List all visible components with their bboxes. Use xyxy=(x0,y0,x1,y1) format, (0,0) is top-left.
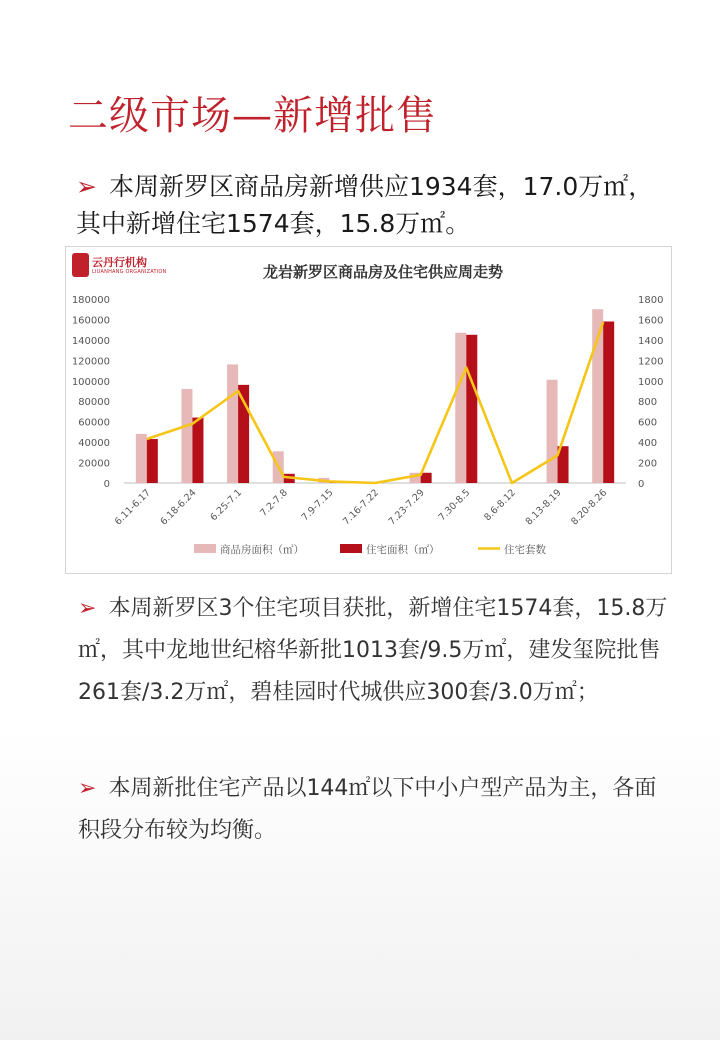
y-right-tick-label: 800 xyxy=(638,397,658,409)
x-tick-label: 7.16-7.22 xyxy=(341,487,382,528)
y-left-tick-label: 120000 xyxy=(71,356,110,368)
x-tick-label: 8.13-8.19 xyxy=(523,487,564,528)
legend-residential-units-label: 住宅套数 xyxy=(504,544,546,556)
paragraph-projects xyxy=(78,588,678,714)
y-right-tick-label: 0 xyxy=(638,479,645,490)
bar-residential-area xyxy=(466,335,477,483)
legend-commercial-area-swatch xyxy=(194,544,216,553)
y-left-tick-label: 20000 xyxy=(78,458,110,470)
y-left-tick-label: 180000 xyxy=(71,295,110,306)
y-right-tick-label: 400 xyxy=(638,438,658,450)
x-tick-label: 6.25-7.1 xyxy=(208,487,245,524)
y-right-tick-label: 1200 xyxy=(638,356,664,368)
line-residential-units xyxy=(147,322,603,483)
x-tick-label: 6.11-6.17 xyxy=(112,487,153,528)
logo-name: 云丹行机构 xyxy=(92,256,147,269)
paragraph-product-mix xyxy=(78,768,678,852)
x-tick-label: 6.18-6.24 xyxy=(158,487,199,528)
chart-container xyxy=(65,246,672,574)
y-left-tick-label: 60000 xyxy=(78,417,110,429)
bar-residential-area xyxy=(603,321,614,483)
summary-bullet xyxy=(76,168,676,242)
paragraph-product-mix-text: 本周新批住宅产品以144㎡以下中小户型产品为主，各面积段分布较为均衡。 xyxy=(78,776,657,843)
x-tick-label: 7.9-7.15 xyxy=(299,487,336,524)
x-tick-label: 8.6-8.12 xyxy=(482,487,519,524)
bar-residential-area xyxy=(192,418,203,483)
bar-residential-area xyxy=(421,473,432,483)
bullet-arrow-icon: ➢ xyxy=(78,596,97,621)
bullet-arrow-icon: ➢ xyxy=(76,172,97,201)
paragraph-projects-text: 本周新罗区3个住宅项目获批，新增住宅1574套，15.8万㎡，其中龙地世纪榕华新批1013套/9.5万㎡，建发玺院批售261套/3.2万㎡，碧桂园时代城供应300套/3.0万㎡； xyxy=(78,596,668,705)
y-right-tick-label: 1600 xyxy=(638,315,664,327)
x-tick-label: 7.30-8.5 xyxy=(436,487,473,524)
bar-residential-area xyxy=(147,439,158,483)
bullet-arrow-icon: ➢ xyxy=(78,776,97,801)
legend-residential-area-label: 住宅面积（㎡） xyxy=(366,544,440,556)
chart-title: 龙岩新罗区商品房及住宅供应周走势 xyxy=(262,263,504,281)
x-tick-label: 8.20-8.26 xyxy=(569,487,610,528)
y-left-tick-label: 0 xyxy=(103,479,110,490)
bar-commercial-area xyxy=(547,380,558,483)
y-left-tick-label: 100000 xyxy=(71,376,110,388)
y-right-tick-label: 200 xyxy=(638,458,658,470)
bar-commercial-area xyxy=(181,389,192,483)
y-right-tick-label: 1800 xyxy=(638,295,664,306)
x-tick-label: 7.23-7.29 xyxy=(386,487,427,528)
logo-subtitle: LIUANHANG ORGANIZATION xyxy=(92,269,167,275)
supply-chart xyxy=(66,247,671,573)
legend-commercial-area-label: 商品房面积（㎡） xyxy=(220,544,304,556)
bar-commercial-area xyxy=(136,434,147,483)
bar-commercial-area xyxy=(455,333,466,483)
x-tick-label: 7.2-7.8 xyxy=(258,487,290,519)
y-right-tick-label: 1000 xyxy=(638,376,664,388)
y-left-tick-label: 40000 xyxy=(78,438,110,450)
summary-text: 本周新罗区商品房新增供应1934套，17.0万㎡，其中新增住宅1574套，15.8万㎡。 xyxy=(76,172,654,238)
legend-residential-area-swatch xyxy=(340,544,362,553)
y-left-tick-label: 160000 xyxy=(71,315,110,327)
y-left-tick-label: 140000 xyxy=(71,335,110,347)
y-right-tick-label: 1400 xyxy=(638,335,664,347)
y-right-tick-label: 600 xyxy=(638,417,658,429)
y-left-tick-label: 80000 xyxy=(78,397,110,409)
page-title: 二级市场—新增批售 xyxy=(68,93,437,139)
bar-commercial-area xyxy=(227,364,238,483)
